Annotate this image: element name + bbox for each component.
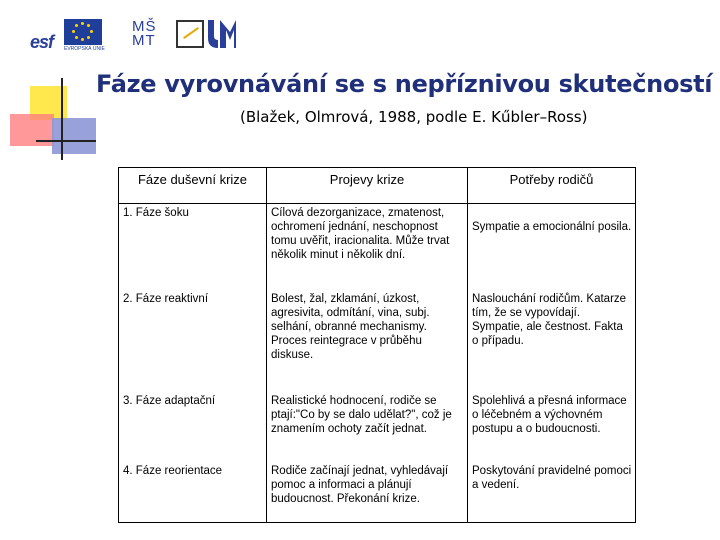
university-logo-icon: [206, 18, 236, 50]
cell-phase: 4. Fáze reorientace: [119, 462, 267, 523]
cell-phase: 3. Fáze adaptační: [119, 392, 267, 462]
cell-needs: Sympatie a emocionální posila.: [468, 204, 636, 290]
slide-title: Fáze vyrovnávání se s nepříznivou skutečností: [96, 70, 713, 98]
logo-strip: [28, 14, 213, 54]
header-needs: Potřeby rodičů: [468, 168, 636, 204]
cell-needs: Spolehlivá a přesná informace o léčebném a výchovném postupu a o budoucnosti.: [468, 392, 636, 462]
table-row: [119, 462, 636, 523]
table-header-row: [119, 168, 636, 204]
msmt-logo-icon: [132, 18, 172, 50]
cell-symptoms: Cílová dezorganizace, zmatenost, ochromení jednání, neschopnost tomu uvěřit, iracionalita. Může trvat několik minut i několik dní.: [267, 204, 468, 290]
cell-symptoms: Realistické hodnocení, rodiče se ptají:"Co by se dalo udělat?", což je znamením ochoty začít jednat.: [267, 392, 468, 462]
cell-needs: Poskytování pravidelné pomoci a vedení.: [468, 462, 636, 523]
cell-phase: 2. Fáze reaktivní: [119, 290, 267, 392]
table: [118, 167, 636, 523]
table-row: [119, 290, 636, 392]
cell-symptoms: Bolest, žal, zklamání, úzkost, agresivita, odmítání, vina, subj. selhání, obranné mechanismy. Proces reintegrace v průběhu diskuse.: [267, 290, 468, 392]
decor-blue-square: [52, 118, 96, 154]
header-phase: Fáze duševní krize: [119, 168, 267, 204]
eu-caption: EVROPSKÁ UNIE: [64, 46, 105, 52]
crisis-phases-table: [118, 167, 635, 522]
esf-logo-text: esf: [30, 32, 54, 52]
esf-logo-icon: [28, 18, 62, 52]
decor-vertical-line: [61, 78, 63, 160]
msmt-logo-text: MŠ MT: [132, 18, 157, 49]
table-row: [119, 392, 636, 462]
table-row: [119, 204, 636, 290]
header-symptoms: Projevy krize: [267, 168, 468, 204]
cell-phase: 1. Fáze šoku: [119, 204, 267, 290]
eu-flag-icon: [64, 19, 102, 45]
op-logo-icon: [176, 20, 204, 48]
cell-symptoms: Rodiče začínají jednat, vyhledávají pomoc a informaci a plánují budoucnost. Překonání krize.: [267, 462, 468, 523]
slide-subtitle: (Blažek, Olmrová, 1988, podle E. Kűbler–Ross): [240, 108, 588, 126]
cell-needs: Naslouchání rodičům. Katarze tím, že se vypovídají. Sympatie, ale čestnost. Fakta o případu.: [468, 290, 636, 392]
decor-horizontal-line: [36, 140, 96, 142]
